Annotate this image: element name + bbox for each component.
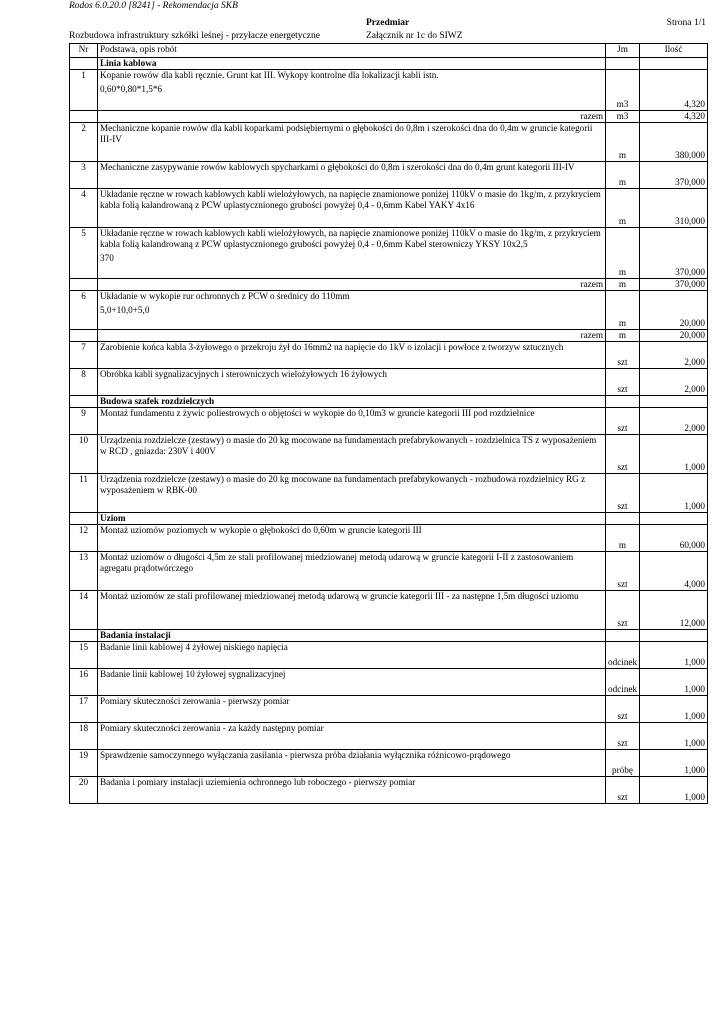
item-number: 18 [70, 723, 98, 750]
item-description: Badanie linii kablowej 10 żyłowej sygnalizacyjnej [100, 669, 286, 679]
item-quantity: 4,320 [640, 70, 708, 111]
section-unit-cell [606, 396, 640, 408]
table-row [70, 189, 708, 228]
item-unit: szt [606, 696, 640, 723]
item-calculation: 0,60*0,80*1,5*6 [100, 83, 163, 94]
section-qty-cell [640, 513, 708, 525]
table-row [70, 642, 708, 669]
item-quantity: 2,000 [640, 342, 708, 369]
item-description: Zarobienie końca kabla 3-żyłowego o przekroju żył do 16mm2 na napięcie do 1kV o izolacji i powłoce z tworzyw sztucznych [100, 342, 564, 352]
col-header-qty: Ilość [640, 44, 708, 58]
item-unit: m [606, 228, 640, 279]
item-unit: m [606, 189, 640, 228]
item-description: Mechaniczne zasypywanie rowów kablowych spycharkami o głębokości do 0,8m i szerokości dna do 0,4m grunt kategorii III-IV [100, 162, 575, 172]
sum-quantity: 4,320 [640, 111, 708, 123]
item-description: Pomiary skuteczności zerowania - za każdy następny pomiar [100, 723, 324, 733]
item-description-cell [98, 669, 606, 696]
item-unit: szt [606, 591, 640, 630]
table-row [70, 525, 708, 552]
section-nr-cell [70, 513, 98, 525]
item-description-cell [98, 408, 606, 435]
item-description-cell [98, 369, 606, 396]
item-description: Układanie w wykopie rur ochronnych z PCW o średnicy do 110mm [100, 291, 350, 301]
item-description-cell [98, 342, 606, 369]
section-row [70, 513, 708, 525]
document-title: Przedmiar [366, 18, 410, 28]
item-description: Układanie ręczne w rowach kablowych kabli wielożyłowych, na napięcie znamionowe poniżej 110kV o masie do 1kg/m, z przykryciem kabla folią kalandrowaną z PCW uplastycznionego grubości powyżej 0,4 - 0,6mm Kabel sterowniczy YKSY 10x2,5 [100, 228, 601, 249]
section-row [70, 630, 708, 642]
item-description: Pomiary skuteczności zerowania - pierwszy pomiar [100, 696, 290, 706]
item-description: Montaż uziomów ze stali profilowanej miedziowanej metodą udarową w gruncie kategorii III - za następne 1,5m długości uziomu [100, 591, 579, 601]
sum-nr-cell [70, 111, 98, 123]
item-unit: m3 [606, 70, 640, 111]
item-description-cell [98, 591, 606, 630]
section-unit-cell [606, 513, 640, 525]
item-quantity: 20,000 [640, 291, 708, 330]
item-description-cell [98, 189, 606, 228]
sum-unit: m [606, 330, 640, 342]
sum-nr-cell [70, 279, 98, 291]
table-row [70, 591, 708, 630]
item-quantity: 2,000 [640, 408, 708, 435]
item-number: 3 [70, 162, 98, 189]
item-description: Badanie linii kablowej 4 żyłowej niskiego napięcia [100, 642, 288, 652]
item-description-cell [98, 228, 606, 279]
page-number: Strona 1/1 [666, 18, 706, 28]
item-quantity: 1,000 [640, 777, 708, 804]
item-number: 4 [70, 189, 98, 228]
item-description: Montaż uziomów o długości 4,5m ze stali profilowanej miedziowanej metodą udarową w gruncie kategorii I-II z zastosowaniem agregatu prądotwórczego [100, 552, 574, 573]
item-unit: m [606, 525, 640, 552]
item-number: 12 [70, 525, 98, 552]
item-description-cell [98, 696, 606, 723]
item-number: 19 [70, 750, 98, 777]
item-number: 20 [70, 777, 98, 804]
table-row [70, 162, 708, 189]
item-quantity: 1,000 [640, 723, 708, 750]
item-quantity: 370,000 [640, 162, 708, 189]
item-description: Urządzenia rozdzielcze (zestawy) o masie do 20 kg mocowane na fundamentach prefabrykowanych - rozdzielnica TS z wyposażeniem w RCD , gniazda: 230V i 400V [100, 435, 597, 456]
item-quantity: 1,000 [640, 750, 708, 777]
sum-unit: m3 [606, 111, 640, 123]
table-row [70, 342, 708, 369]
section-nr-cell [70, 630, 98, 642]
item-calculation: 370 [100, 252, 114, 263]
item-number: 5 [70, 228, 98, 279]
item-number: 2 [70, 123, 98, 162]
item-unit: szt [606, 408, 640, 435]
sum-unit: m [606, 279, 640, 291]
item-unit: m [606, 162, 640, 189]
item-unit: szt [606, 369, 640, 396]
item-quantity: 310,000 [640, 189, 708, 228]
item-quantity: 370,000 [640, 228, 708, 279]
section-unit-cell [606, 630, 640, 642]
item-quantity: 1,000 [640, 435, 708, 474]
item-quantity: 1,000 [640, 474, 708, 513]
item-unit: szt [606, 435, 640, 474]
item-description-cell [98, 525, 606, 552]
section-nr-cell [70, 58, 98, 70]
item-quantity: 1,000 [640, 696, 708, 723]
table-row [70, 408, 708, 435]
item-quantity: 1,000 [640, 669, 708, 696]
section-qty-cell [640, 58, 708, 70]
col-header-desc: Podstawa, opis robót [98, 44, 606, 58]
item-quantity: 2,000 [640, 369, 708, 396]
table-row [70, 369, 708, 396]
section-qty-cell [640, 396, 708, 408]
bill-of-quantities-table [69, 43, 708, 804]
item-number: 13 [70, 552, 98, 591]
sum-nr-cell [70, 330, 98, 342]
sum-row [70, 111, 708, 123]
section-nr-cell [70, 396, 98, 408]
table-row [70, 723, 708, 750]
section-title: Budowa szafek rozdzielczych [98, 396, 606, 408]
section-qty-cell [640, 630, 708, 642]
item-description: Sprawdzenie samoczynnego wyłączania zasilania - pierwsza próba działania wyłącznika różnicowo-prądowego [100, 750, 511, 760]
item-number: 9 [70, 408, 98, 435]
item-unit: m [606, 291, 640, 330]
item-description: Mechaniczne kopanie rowów dla kabli koparkami podsiębiernymi o głębokości do 0,8m i szerokości dna do 0,4m w gruncie kategorii III-IV [100, 123, 593, 144]
item-description: Montaż fundamentu z żywic poliestrowych o objętości w wykopie do 0,10m3 w gruncie kategorii III pod rozdzielnice [100, 408, 535, 418]
item-description-cell [98, 291, 606, 330]
table-row [70, 552, 708, 591]
item-description: Badania i pomiary instalacji uziemienia ochronnego lub roboczego - pierwszy pomiar [100, 777, 416, 787]
sum-row [70, 330, 708, 342]
item-description-cell [98, 750, 606, 777]
item-quantity: 60,000 [640, 525, 708, 552]
item-description-cell [98, 435, 606, 474]
item-number: 15 [70, 642, 98, 669]
table-row [70, 291, 708, 330]
item-number: 11 [70, 474, 98, 513]
item-unit: szt [606, 342, 640, 369]
sum-label: razem [98, 330, 606, 342]
sum-quantity: 20,000 [640, 330, 708, 342]
item-number: 17 [70, 696, 98, 723]
item-unit: szt [606, 474, 640, 513]
table-row [70, 123, 708, 162]
item-quantity: 380,000 [640, 123, 708, 162]
section-unit-cell [606, 58, 640, 70]
item-description: Montaż uziomów poziomych w wykopie o głębokości do 0,60m w gruncie kategorii III [100, 525, 422, 535]
table-row [70, 696, 708, 723]
sum-row [70, 279, 708, 291]
project-name: Rozbudowa infrastruktury szkółki leśnej - przyłacze energetyczne [69, 31, 320, 41]
item-description-cell [98, 123, 606, 162]
item-quantity: 12,000 [640, 591, 708, 630]
item-number: 10 [70, 435, 98, 474]
item-description-cell [98, 723, 606, 750]
item-description-cell [98, 642, 606, 669]
item-description: Układanie ręczne w rowach kablowych kabli wielożyłowych, na napięcie znamionowe poniżej 110kV o masie do 1kg/m, z przykryciem kabla folią kalandrowaną z PCW uplastycznionego grubości powyżej 0,4 - 0,6mm Kabel YAKY 4x16 [100, 189, 601, 210]
item-number: 6 [70, 291, 98, 330]
item-description-cell [98, 552, 606, 591]
table-header-row [70, 44, 708, 58]
item-unit: odcinek [606, 669, 640, 696]
item-description-cell [98, 474, 606, 513]
item-unit: próbę [606, 750, 640, 777]
section-title: Uziom [98, 513, 606, 525]
section-row [70, 396, 708, 408]
item-unit: m [606, 123, 640, 162]
table-row [70, 777, 708, 804]
table-row [70, 750, 708, 777]
item-description-cell [98, 70, 606, 111]
sum-quantity: 370,000 [640, 279, 708, 291]
item-description: Urządzenia rozdzielcze (zestawy) o masie do 20 kg mocowane na fundamentach prefabrykowanych - rozbudowa rozdzielnicy RG z wyposażeniem w RBK-00 [100, 474, 586, 495]
table-row [70, 435, 708, 474]
item-unit: szt [606, 777, 640, 804]
table-row [70, 70, 708, 111]
table-row [70, 474, 708, 513]
item-number: 1 [70, 70, 98, 111]
item-quantity: 1,000 [640, 642, 708, 669]
sum-label: razem [98, 279, 606, 291]
item-unit: odcinek [606, 642, 640, 669]
item-number: 16 [70, 669, 98, 696]
item-number: 14 [70, 591, 98, 630]
app-version-header: Rodos 6.0.20.0 [8241] - Rekomendacja SKB [69, 1, 238, 11]
item-unit: szt [606, 552, 640, 591]
item-description: Kopanie rowów dla kabli ręcznie. Grunt kat III. Wykopy kontrolne dla lokalizacji kabli istn. [100, 70, 439, 80]
section-row [70, 58, 708, 70]
section-title: Badania instalacji [98, 630, 606, 642]
annex-label: Załącznik nr 1c do SIWZ [366, 31, 463, 41]
table-row [70, 669, 708, 696]
item-unit: szt [606, 723, 640, 750]
section-title: Linia kablowa [98, 58, 606, 70]
sum-label: razem [98, 111, 606, 123]
item-calculation: 5,0+10,0+5,0 [100, 304, 150, 315]
item-description: Obróbka kabli sygnalizacyjnych i sterowniczych wielożyłowych 16 żyłowych [100, 369, 388, 379]
col-header-unit: Jm [606, 44, 640, 58]
item-number: 7 [70, 342, 98, 369]
col-header-nr: Nr [70, 44, 98, 58]
item-quantity: 4,000 [640, 552, 708, 591]
item-description-cell [98, 777, 606, 804]
item-description-cell [98, 162, 606, 189]
table-row [70, 228, 708, 279]
item-number: 8 [70, 369, 98, 396]
